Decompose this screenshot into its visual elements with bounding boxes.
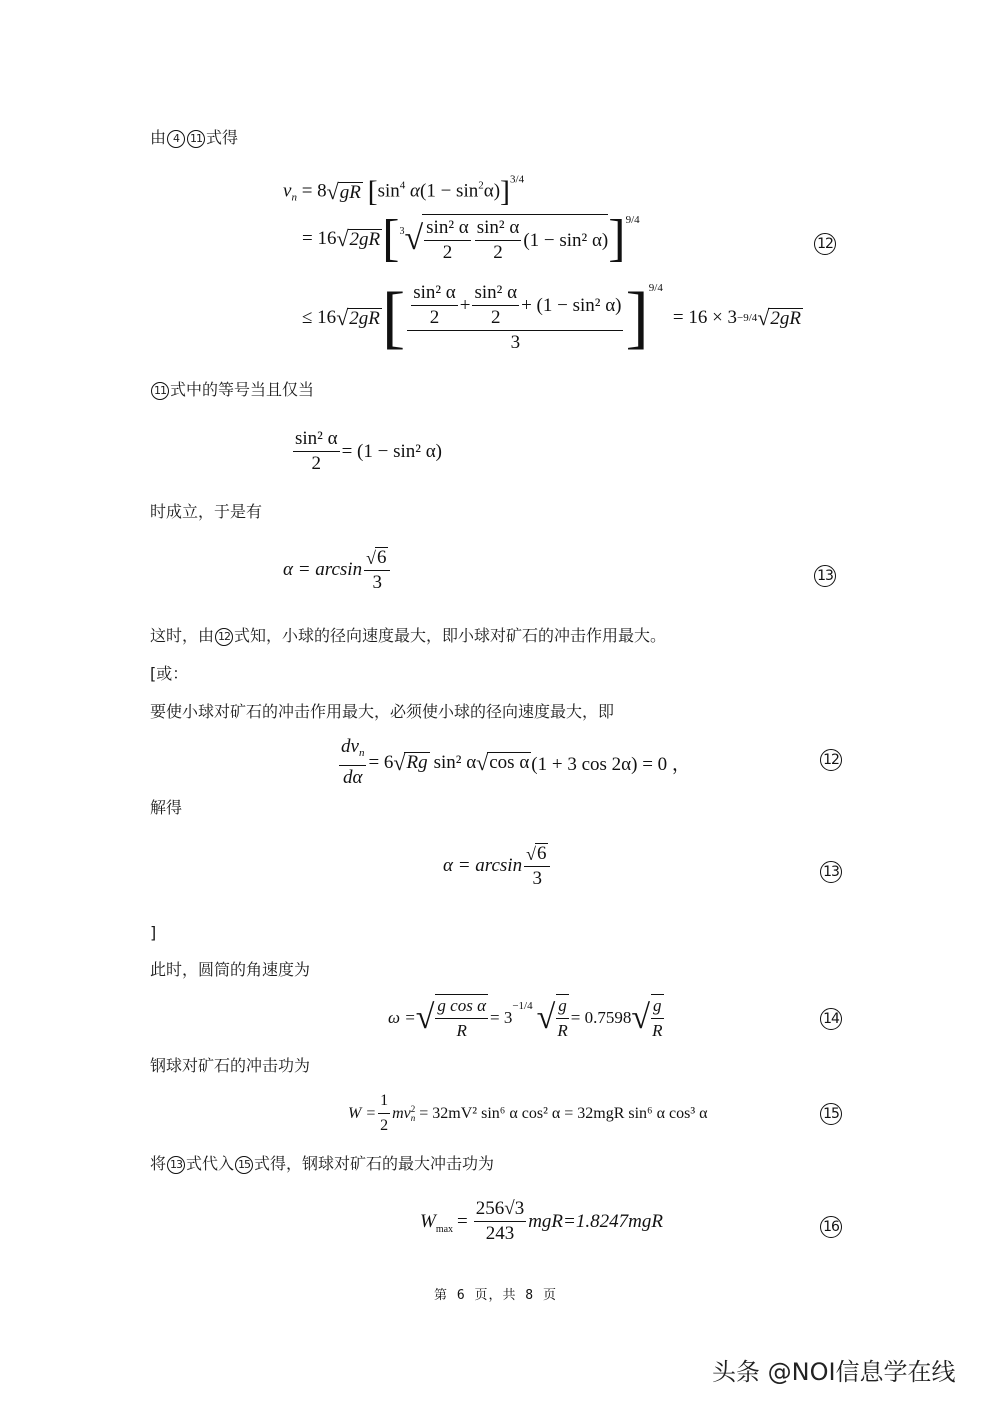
sqrt-2gR <box>347 308 382 329</box>
numerator: 1 <box>378 1090 390 1114</box>
body-c: α) <box>483 180 501 202</box>
intro-suffix: 式得 <box>206 128 239 147</box>
equation-16 <box>420 1198 663 1245</box>
condition-text: 式中的等号当且仅当 <box>170 380 315 399</box>
equation-13b <box>443 842 552 890</box>
W: W <box>420 1210 436 1232</box>
radical-icon: √ <box>757 305 770 330</box>
mid: sin² α <box>433 751 477 773</box>
solve-label: 解得 <box>150 798 183 817</box>
sqrt-content: cos α <box>489 752 530 773</box>
big-fraction <box>407 282 623 354</box>
equation-number-13b: 13 <box>820 861 842 883</box>
denominator: 3 <box>532 867 543 889</box>
fraction <box>475 217 522 264</box>
numerator <box>524 842 550 867</box>
fraction <box>424 217 471 264</box>
radical-icon: √ <box>336 226 349 251</box>
numerator: sin² α <box>424 217 471 241</box>
denominator: 243 <box>485 1223 515 1244</box>
equation-number-13: 13 <box>814 565 836 587</box>
denominator <box>652 1019 662 1042</box>
rhs: = (1 − sin² α) <box>341 440 442 462</box>
bracket-close: ] <box>608 210 626 267</box>
rhs: = 32mV² sin⁶ α cos² α = 32mgR sin⁶ α cos³ α <box>419 1104 708 1122</box>
prefix: 将 <box>150 1154 167 1173</box>
numerator <box>556 995 569 1019</box>
intro-line <box>150 128 238 148</box>
sqrt-content: 6 <box>536 843 547 865</box>
sqrt-content: 6 <box>376 547 387 569</box>
tail: + (1 − sin² α) <box>521 294 622 316</box>
sqrt-content: Rg <box>406 752 428 773</box>
numerator: sin² α <box>475 217 522 241</box>
radical-icon: √ <box>476 749 489 775</box>
numerator <box>364 546 390 571</box>
half-fraction <box>378 1090 390 1137</box>
big-numerator <box>407 282 623 331</box>
bracket-close: ] <box>625 279 649 356</box>
plus: + <box>459 294 471 316</box>
bracket-open: [ <box>367 175 378 208</box>
ref-circle-11: 11 <box>151 382 169 400</box>
fraction <box>364 546 390 594</box>
radical-icon: √ <box>326 179 339 204</box>
superscript: 2 <box>410 1103 416 1114</box>
mid: = 3 <box>490 1008 513 1027</box>
ref-circle-4: 4 <box>167 130 185 148</box>
sqrt-2gR <box>348 229 383 250</box>
rhs-b: (1 + 3 cos 2α) = 0 ， <box>531 754 691 775</box>
dv: dv <box>341 736 359 757</box>
mv: mv <box>392 1104 411 1122</box>
outer-exponent: 9/4 <box>625 214 640 226</box>
d-alpha: dα <box>342 767 363 788</box>
equals: = <box>457 1210 468 1232</box>
numerator: sin² α <box>293 428 340 452</box>
fraction <box>524 842 550 890</box>
then-line: 时成立，于是有 <box>150 502 263 521</box>
equation-12b <box>337 736 691 789</box>
g: g <box>653 996 662 1015</box>
sin-label: sin <box>377 180 400 202</box>
denominator <box>557 1019 567 1042</box>
ref-circle-13: 13 <box>167 1156 185 1174</box>
numerator <box>651 995 664 1019</box>
bracket-open: [ <box>381 279 406 356</box>
sqrt-gR <box>338 182 363 203</box>
result-exponent: −9/4 <box>737 312 758 324</box>
fraction <box>293 428 340 475</box>
denominator <box>457 1019 467 1042</box>
mid: 式代入 <box>186 1154 235 1173</box>
equation-15 <box>348 1090 708 1137</box>
fraction <box>474 1198 526 1245</box>
g-cos-alpha: g cos α <box>437 996 486 1015</box>
denominator: 2 <box>311 453 322 474</box>
denominator: 2 <box>491 307 501 328</box>
W: W = <box>348 1104 377 1122</box>
fraction <box>651 994 664 1042</box>
max-subscript: max <box>435 1224 454 1235</box>
R: R <box>652 1021 663 1040</box>
equation-number-14: 14 <box>820 1008 842 1030</box>
cube-root-body <box>422 214 608 264</box>
outer-exponent: 3/4 <box>510 173 525 186</box>
condition-line <box>150 380 314 400</box>
radical-icon: √ <box>336 305 349 330</box>
exponent-2: 2 <box>478 179 484 192</box>
substitution-line <box>150 1154 494 1174</box>
denominator: 2 <box>442 242 453 263</box>
intro-prefix: 由 <box>150 128 167 147</box>
numerator <box>339 736 366 766</box>
vn-symbol: v <box>283 180 292 202</box>
conclusion-line <box>150 626 666 646</box>
subscript: n <box>410 1112 416 1123</box>
watermark: 头条 @NOI信息学在线 <box>712 1358 956 1386</box>
exponent: 4 <box>399 179 406 192</box>
big-denominator: 3 <box>510 332 521 353</box>
radical-icon: √ <box>393 749 406 775</box>
g: g <box>558 996 567 1015</box>
rhs: mgR=1.8247mgR <box>528 1210 663 1232</box>
equation-13a <box>283 546 392 594</box>
value: = 0.7598 <box>570 1008 632 1027</box>
radical-icon: √ <box>366 547 376 568</box>
root-index: 3 <box>399 226 405 237</box>
tail: (1 − sin² α) <box>523 229 609 251</box>
sqrt-content: 2gR <box>349 307 380 329</box>
suffix: 式得，钢球对矿石的最大冲击功为 <box>254 1154 495 1173</box>
radical-icon: √ <box>415 999 435 1036</box>
bracket-open: [ <box>382 210 400 267</box>
bracket-close: ] <box>500 175 511 208</box>
conclusion-text: 式知，小球的径向速度最大，即小球对矿石的冲击作用最大。 <box>234 626 667 645</box>
R: R <box>557 1021 568 1040</box>
condition-equation <box>291 428 442 475</box>
denominator: 2 <box>380 1117 389 1134</box>
fraction <box>556 994 569 1042</box>
sqrt-cos <box>487 752 531 773</box>
lhs: α = arcsin <box>443 854 523 876</box>
lhs: α = arcsin <box>283 558 363 580</box>
equation-number-15: 15 <box>820 1103 842 1125</box>
denominator: 2 <box>429 307 440 328</box>
fraction <box>472 282 519 329</box>
alternative-open: [或： <box>150 664 189 683</box>
denominator: 3 <box>372 571 383 593</box>
equation-12-line-1 <box>283 172 524 212</box>
result: = 16 × 3 <box>672 307 738 328</box>
vn-subscript: n <box>291 191 297 204</box>
rhs-a: = 6 <box>368 751 394 773</box>
derivative-fraction <box>339 736 366 789</box>
body-b: (1 − sin <box>420 180 479 202</box>
equation-12-line-2 <box>302 210 640 267</box>
equation-number-12b: 12 <box>820 749 842 771</box>
radical-icon: √ <box>536 999 556 1036</box>
prefix: ≤ 16 <box>302 307 337 328</box>
ref-circle-12: 12 <box>215 628 233 646</box>
omega: ω = <box>388 1008 416 1027</box>
equation-12-line-3 <box>302 279 803 356</box>
sup-sub <box>411 1105 416 1123</box>
numerator: sin² α <box>411 282 458 306</box>
prefix: 这时，由 <box>150 626 215 645</box>
page-footer: 第 6 页，共 8 页 <box>434 1288 557 1303</box>
sqrt-2gR <box>768 308 803 329</box>
equation-number-16: 16 <box>820 1216 842 1238</box>
sqrt-Rg <box>404 752 429 773</box>
denominator <box>343 766 362 789</box>
numerator: 256√3 <box>474 1198 526 1222</box>
radical-icon: √ <box>631 999 651 1036</box>
sqrt-content: gR <box>339 181 361 203</box>
fraction <box>411 282 458 329</box>
outer-exponent: 9/4 <box>648 282 663 294</box>
ref-circle-15: 15 <box>235 1156 253 1174</box>
equation-14 <box>388 994 666 1042</box>
denominator: 2 <box>493 242 503 263</box>
radical-icon: √ <box>404 220 424 257</box>
R: R <box>456 1021 467 1040</box>
prefix: = 16 <box>302 228 337 249</box>
equation-number-12: 12 <box>814 233 836 255</box>
subscript: n <box>358 747 365 759</box>
ref-circle-11: 11 <box>187 130 205 148</box>
work-label: 钢球对矿石的冲击功为 <box>150 1056 311 1075</box>
sqrt-content: 2gR <box>349 228 381 250</box>
numerator: sin² α <box>472 282 519 306</box>
omega-label: 此时，圆筒的角速度为 <box>150 960 311 979</box>
fraction <box>435 994 488 1042</box>
exponent: −1/4 <box>512 1000 533 1012</box>
numerator <box>435 995 488 1019</box>
alternative-text: 要使小球对矿石的冲击作用最大，必须使小球的径向速度最大，即 <box>150 702 615 721</box>
coefficient: = 8 <box>301 180 327 202</box>
alpha: α <box>410 180 421 202</box>
sqrt-content: 2gR <box>770 307 801 329</box>
alternative-close: ] <box>150 923 157 942</box>
radical-icon: √ <box>526 843 536 864</box>
